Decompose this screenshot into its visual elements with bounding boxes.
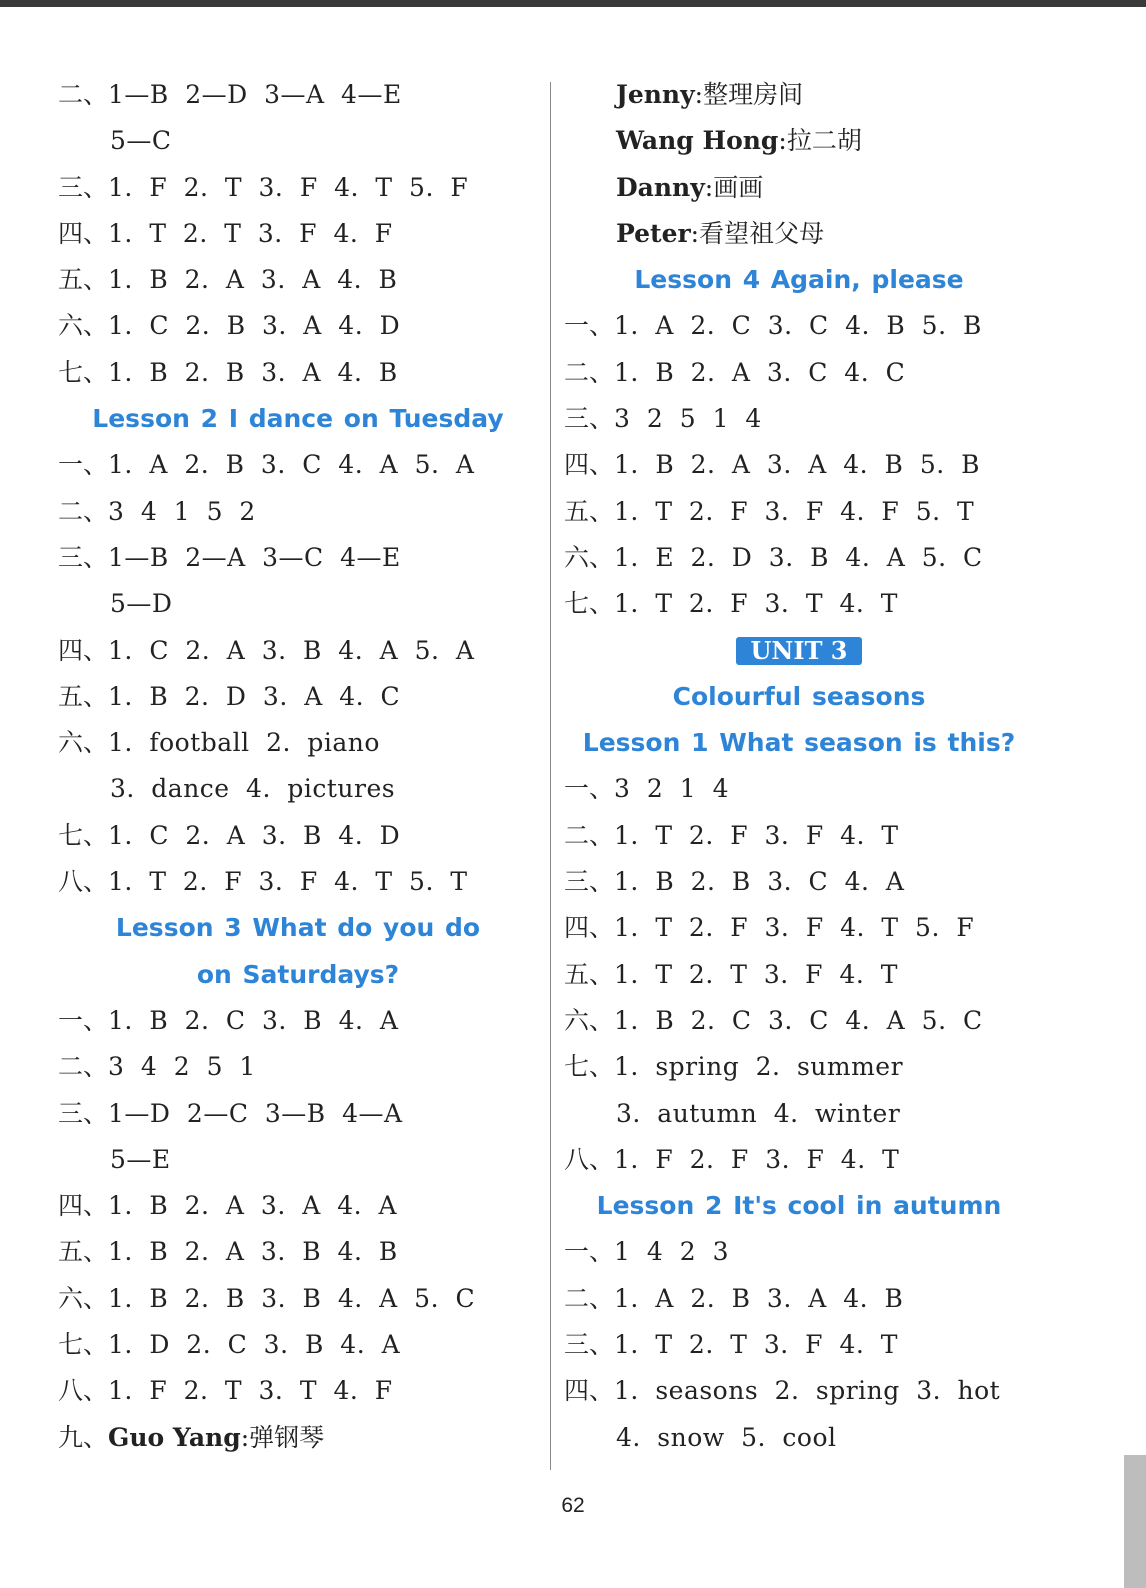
answer-text: 看望祖父母	[699, 218, 825, 248]
item-number: 三、	[58, 542, 109, 572]
answer-text: 1. B 2. A 3. B 4. B	[108, 1237, 398, 1267]
column-divider	[550, 82, 551, 1470]
answer-line	[564, 581, 1034, 627]
answer-line	[564, 1137, 1034, 1183]
answer-text: 1. F 2. T 3. F 4. T 5. F	[108, 172, 469, 202]
item-number: 四、	[58, 1191, 109, 1221]
answer-line	[564, 1415, 1034, 1461]
item-number: 六、	[564, 1005, 615, 1035]
answer-text: 1—B 2—D 3—A 4—E	[108, 80, 402, 109]
answer-line	[58, 1044, 538, 1090]
answer-text: 4. snow 5. cool	[616, 1422, 837, 1452]
answer-text: 1. B 2. B 3. B 4. A 5. C	[108, 1283, 476, 1313]
answer-text: 1. seasons 2. spring 3. hot	[614, 1376, 1001, 1406]
answer-text: 1. D 2. C 3. B 4. A	[108, 1330, 401, 1360]
scan-top-edge	[0, 0, 1146, 7]
item-number: 六、	[564, 542, 615, 572]
item-number: 八、	[58, 867, 109, 897]
answer-text: 1. T 2. F 3. F 4. T	[614, 820, 899, 850]
unit-title: Colourful seasons	[672, 681, 926, 711]
answer-line	[564, 1229, 1034, 1275]
item-number: 二、	[564, 820, 615, 850]
lesson-heading: Lesson 4 Again, please	[634, 265, 964, 295]
answer-line	[58, 1229, 538, 1275]
answer-line	[564, 1276, 1034, 1322]
answer-text: 1. T 2. T 3. F 4. F	[108, 218, 393, 248]
answer-line	[58, 1137, 538, 1183]
answer-text: 5—D	[110, 589, 173, 619]
answer-line	[564, 859, 1034, 905]
left-column	[58, 72, 538, 1461]
answer-line	[58, 442, 538, 488]
item-number: 一、	[58, 1005, 109, 1035]
answer-text: 1. T 2. F 3. F 4. F 5. T	[614, 496, 975, 526]
answer-text: 1. B 2. D 3. A 4. C	[108, 681, 401, 711]
separator: :	[704, 172, 714, 202]
answer-text: 1. B 2. A 3. A 4. A	[108, 1191, 398, 1221]
page-number: 62	[561, 1494, 585, 1517]
answer-text: 3. autumn 4. winter	[616, 1098, 901, 1128]
right-column	[564, 72, 1034, 1461]
item-number: 五、	[58, 681, 109, 711]
answer-line	[58, 535, 538, 581]
answer-text: 1. C 2. A 3. B 4. D	[108, 820, 401, 850]
answer-text: 1. B 2. A 3. C 4. C	[614, 357, 906, 387]
answer-text: 1. C 2. A 3. B 4. A 5. A	[108, 635, 475, 665]
answer-text: 1. F 2. F 3. F 4. T	[614, 1144, 900, 1174]
item-number: 三、	[58, 172, 109, 202]
answer-line	[564, 350, 1034, 396]
answer-line	[58, 211, 538, 257]
answer-line	[564, 952, 1034, 998]
item-number: 七、	[564, 589, 615, 619]
separator: :	[690, 218, 700, 248]
answer-line	[58, 674, 538, 720]
item-number: 六、	[58, 728, 109, 758]
answer-line	[564, 998, 1034, 1044]
answer-text: 1. T 2. F 3. F 4. T 5. T	[108, 867, 468, 897]
answer-text: 1. F 2. T 3. T 4. F	[108, 1376, 393, 1406]
unit-badge: UNIT 3	[736, 637, 861, 665]
answer-text: 5—C	[110, 126, 172, 156]
answer-line	[58, 165, 538, 211]
answer-line	[58, 766, 538, 812]
item-number: 五、	[58, 1237, 109, 1267]
person-name: Guo Yang	[108, 1422, 241, 1452]
item-number: 七、	[58, 357, 109, 387]
answer-line	[58, 720, 538, 766]
answer-line	[58, 813, 538, 859]
answer-text: 整理房间	[703, 80, 804, 109]
lesson-heading: Lesson 1 What season is this?	[582, 728, 1016, 758]
item-number: 三、	[564, 404, 615, 434]
scan-right-edge	[1124, 1455, 1146, 1588]
item-number: 一、	[564, 311, 615, 341]
answer-text: 5—E	[110, 1144, 171, 1174]
answer-line	[564, 813, 1034, 859]
answer-line	[564, 1044, 1034, 1090]
item-number: 四、	[564, 913, 615, 943]
item-number: 三、	[58, 1098, 109, 1128]
item-number: 三、	[564, 1330, 615, 1360]
person-name: Danny	[616, 172, 705, 202]
item-number: 八、	[58, 1376, 109, 1406]
item-number: 八、	[564, 1144, 615, 1174]
answer-text: 拉二胡	[786, 126, 862, 156]
answer-text: 1. A 2. C 3. C 4. B 5. B	[614, 311, 982, 341]
answer-text: 1—B 2—A 3—C 4—E	[108, 542, 401, 572]
answer-text: 1. B 2. A 3. A 4. B	[108, 265, 398, 295]
answer-line	[58, 1091, 538, 1137]
answer-text: 3 4 2 5 1	[108, 1052, 256, 1082]
item-number: 五、	[564, 959, 615, 989]
item-number: 五、	[564, 496, 615, 526]
answer-line	[58, 1183, 538, 1229]
item-number: 二、	[58, 80, 109, 109]
item-number: 二、	[564, 357, 615, 387]
answer-line	[58, 1276, 538, 1322]
person-name: Wang Hong	[616, 126, 779, 156]
answer-text: 1. T 2. T 3. F 4. T	[614, 959, 898, 989]
answer-text: 3. dance 4. pictures	[110, 774, 396, 804]
item-number: 二、	[58, 496, 109, 526]
answer-text: 1. C 2. B 3. A 4. D	[108, 311, 401, 341]
answer-line	[58, 303, 538, 349]
person-name: Peter	[616, 218, 691, 248]
item-number: 七、	[564, 1052, 615, 1082]
item-number: 四、	[564, 450, 615, 480]
answer-line	[564, 766, 1034, 812]
answer-line	[564, 303, 1034, 349]
answer-line	[564, 165, 1034, 211]
answer-text: 1. B 2. B 3. C 4. A	[614, 867, 905, 897]
answer-line	[564, 442, 1034, 488]
answer-line	[564, 72, 1034, 118]
item-number: 二、	[58, 1052, 109, 1082]
answer-line	[58, 581, 538, 627]
answer-text: 画画	[713, 172, 764, 202]
lesson-heading: Lesson 2 It's cool in autumn	[596, 1191, 1002, 1221]
answer-line	[564, 1368, 1034, 1414]
answer-line	[58, 1415, 538, 1461]
answer-text: 1—D 2—C 3—B 4—A	[108, 1098, 403, 1128]
answer-line	[58, 1368, 538, 1414]
answer-text: 3 2 5 1 4	[614, 404, 762, 434]
answer-line	[564, 489, 1034, 535]
answer-line	[564, 118, 1034, 164]
answer-line	[58, 257, 538, 303]
lesson-heading: Lesson 3 What do you do	[115, 913, 481, 943]
answer-line	[564, 1322, 1034, 1368]
answer-text: 1. B 2. A 3. A 4. B 5. B	[614, 450, 981, 480]
answer-text: 弹钢琴	[249, 1422, 325, 1452]
answer-line	[58, 998, 538, 1044]
unit-banner	[564, 628, 1034, 674]
answer-text: 1 4 2 3	[614, 1237, 729, 1267]
separator: :	[694, 80, 704, 109]
answer-line	[564, 396, 1034, 442]
item-number: 六、	[58, 311, 109, 341]
item-number: 三、	[564, 867, 615, 897]
item-number: 四、	[58, 218, 109, 248]
answer-text: 1. T 2. F 3. T 4. T	[614, 589, 898, 619]
item-number: 九、	[58, 1422, 109, 1452]
item-number: 七、	[58, 1330, 109, 1360]
answer-text: 1. B 2. C 3. B 4. A	[108, 1005, 399, 1035]
answer-text: 1. B 2. C 3. C 4. A 5. C	[614, 1005, 983, 1035]
answer-text: 1. B 2. B 3. A 4. B	[108, 357, 398, 387]
item-number: 二、	[564, 1283, 615, 1313]
answer-line	[564, 1091, 1034, 1137]
person-name: Jenny	[616, 80, 695, 109]
answer-text: 1. spring 2. summer	[614, 1052, 904, 1082]
answer-line	[58, 628, 538, 674]
item-number: 一、	[564, 774, 615, 804]
separator: :	[778, 126, 787, 156]
answer-text: 1. football 2. piano	[108, 728, 380, 758]
item-number: 五、	[58, 265, 109, 295]
answer-line	[58, 1322, 538, 1368]
item-number: 四、	[58, 635, 109, 665]
answer-text: 1. E 2. D 3. B 4. A 5. C	[614, 542, 983, 572]
answer-line	[58, 72, 538, 118]
answer-line	[58, 859, 538, 905]
answer-text: 1. T 2. F 3. F 4. T 5. F	[614, 913, 975, 943]
answer-line	[58, 118, 538, 164]
answer-line	[564, 905, 1034, 951]
answer-text: 1. T 2. T 3. F 4. T	[614, 1330, 898, 1360]
answer-text: 3 2 1 4	[614, 774, 729, 804]
answer-line	[564, 211, 1034, 257]
answer-text: 1. A 2. B 3. A 4. B	[614, 1283, 904, 1313]
item-number: 四、	[564, 1376, 615, 1406]
lesson-heading-continued: on Saturdays?	[196, 959, 400, 989]
item-number: 一、	[58, 450, 109, 480]
answer-line	[564, 535, 1034, 581]
answer-text: 1. A 2. B 3. C 4. A 5. A	[108, 450, 475, 480]
answer-text: 3 4 1 5 2	[108, 496, 256, 526]
lesson-heading: Lesson 2 I dance on Tuesday	[92, 404, 504, 434]
answer-line	[58, 489, 538, 535]
item-number: 七、	[58, 820, 109, 850]
separator: :	[240, 1422, 250, 1452]
answer-line	[58, 350, 538, 396]
item-number: 一、	[564, 1237, 615, 1267]
item-number: 六、	[58, 1283, 109, 1313]
